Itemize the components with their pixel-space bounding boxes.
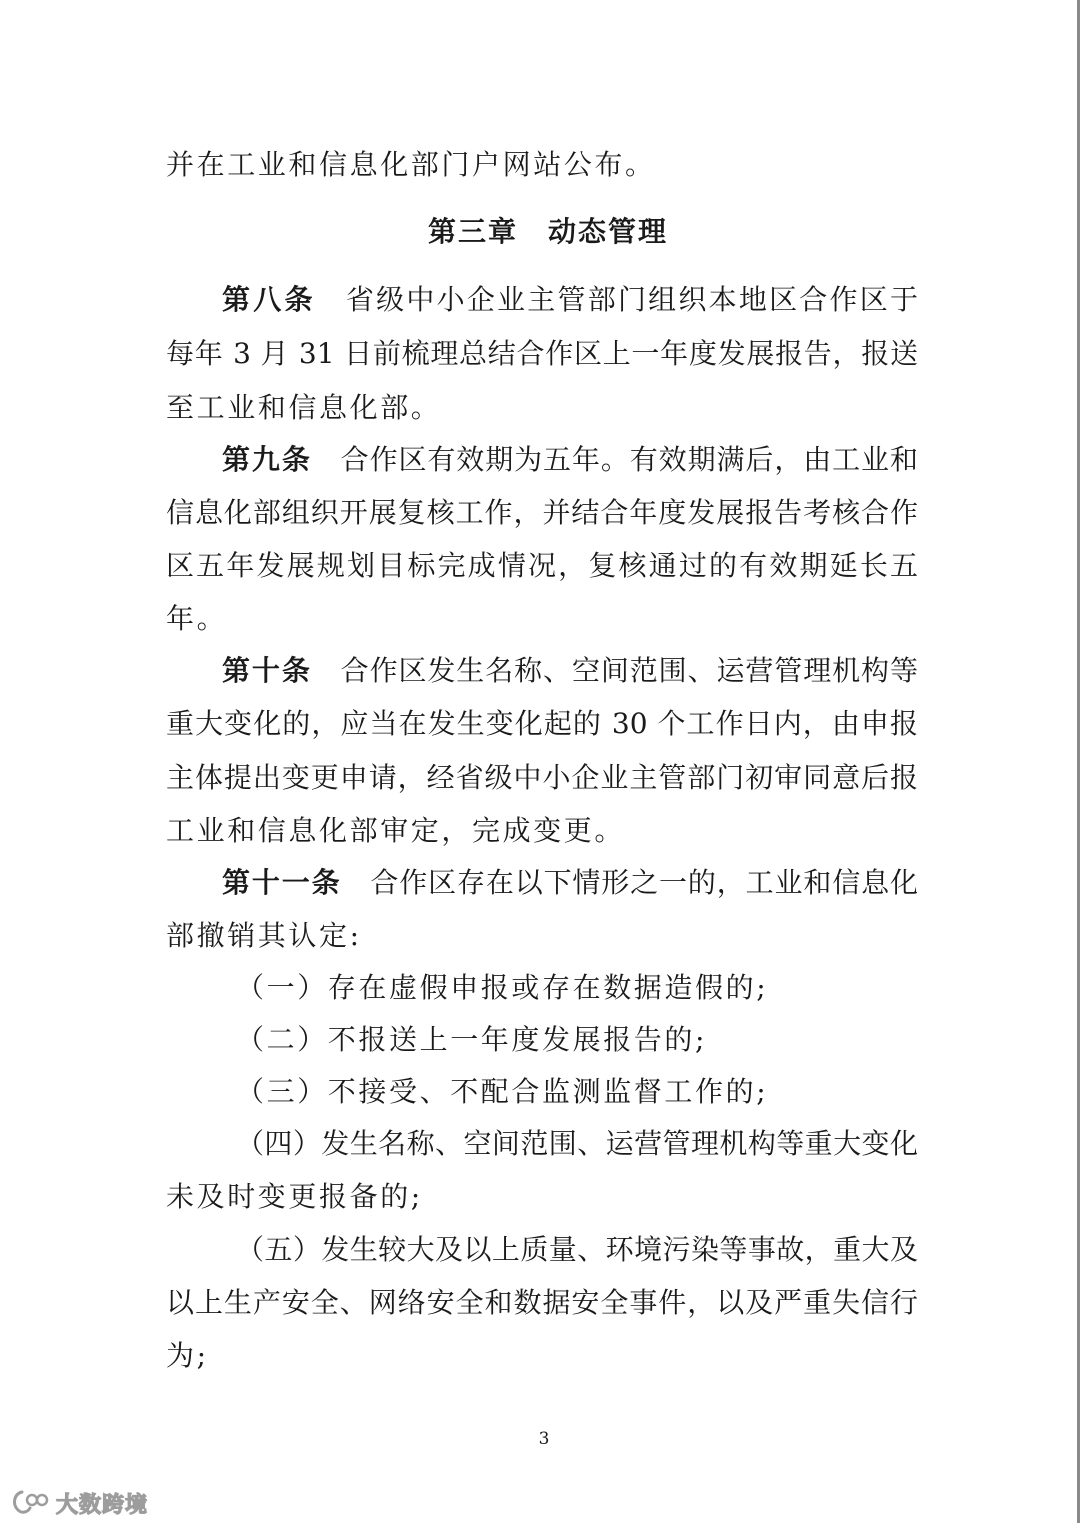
article-11-line-2: 部撤销其认定:	[166, 919, 362, 952]
article-8-line-3: 至工业和信息化部。	[166, 391, 442, 424]
watermark	[10, 1486, 148, 1520]
article-9-line-1: 第九条 合作区有效期为五年。有效期满后，由工业和	[222, 443, 918, 476]
article-11-item-5-line-1: （五）发生较大及以上质量、环境污染等事故，重大及	[236, 1233, 918, 1266]
chapter-title: 第三章 动态管理	[428, 215, 669, 248]
article-11-item-4-line-2: 未及时变更报备的;	[166, 1180, 423, 1213]
article-8-label: 第八条	[222, 283, 316, 316]
article-11-item-3: （三）不接受、不配合监测监督工作的;	[236, 1075, 769, 1108]
article-9-line-3: 区五年发展规划目标完成情况，复核通过的有效期延长五	[166, 549, 918, 582]
article-10-line-2: 重大变化的，应当在发生变化起的 30 个工作日内，由申报	[166, 707, 918, 740]
article-11-item-5-line-3: 为;	[166, 1339, 209, 1372]
continued-line: 并在工业和信息化部门户网站公布。	[166, 148, 656, 181]
article-11-label: 第十一条	[222, 866, 342, 899]
watermark-logo-icon	[10, 1488, 50, 1518]
article-11-item-2: （二）不报送上一年度发展报告的;	[236, 1023, 708, 1056]
article-9-line-2: 信息化部组织开展复核工作，并结合年度发展报告考核合作	[166, 496, 918, 529]
article-9-label: 第九条	[222, 443, 312, 476]
article-8-line-1: 第八条 省级中小企业主管部门组织本地区合作区于	[222, 283, 918, 316]
watermark-text: 大数跨境	[56, 1492, 149, 1518]
article-10-label: 第十条	[222, 654, 312, 687]
article-8-line-2: 每年 3 月 31 日前梳理总结合作区上一年度发展报告，报送	[166, 337, 918, 370]
article-11-line-1: 第十一条 合作区存在以下情形之一的，工业和信息化	[222, 866, 918, 899]
page-number: 3	[538, 1429, 550, 1449]
article-11-item-5-line-2: 以上生产安全、网络安全和数据安全事件，以及严重失信行	[166, 1286, 918, 1319]
article-10-line-4: 工业和信息化部审定，完成变更。	[166, 814, 626, 847]
article-10-line-1: 第十条 合作区发生名称、空间范围、运营管理机构等	[222, 654, 918, 687]
article-9-line-4: 年。	[166, 602, 228, 635]
article-11-item-4-line-1: （四）发生名称、空间范围、运营管理机构等重大变化	[236, 1127, 918, 1160]
article-10-line-3: 主体提出变更申请，经省级中小企业主管部门初审同意后报	[166, 761, 918, 794]
article-11-item-1: （一）存在虚假申报或存在数据造假的;	[236, 971, 769, 1004]
